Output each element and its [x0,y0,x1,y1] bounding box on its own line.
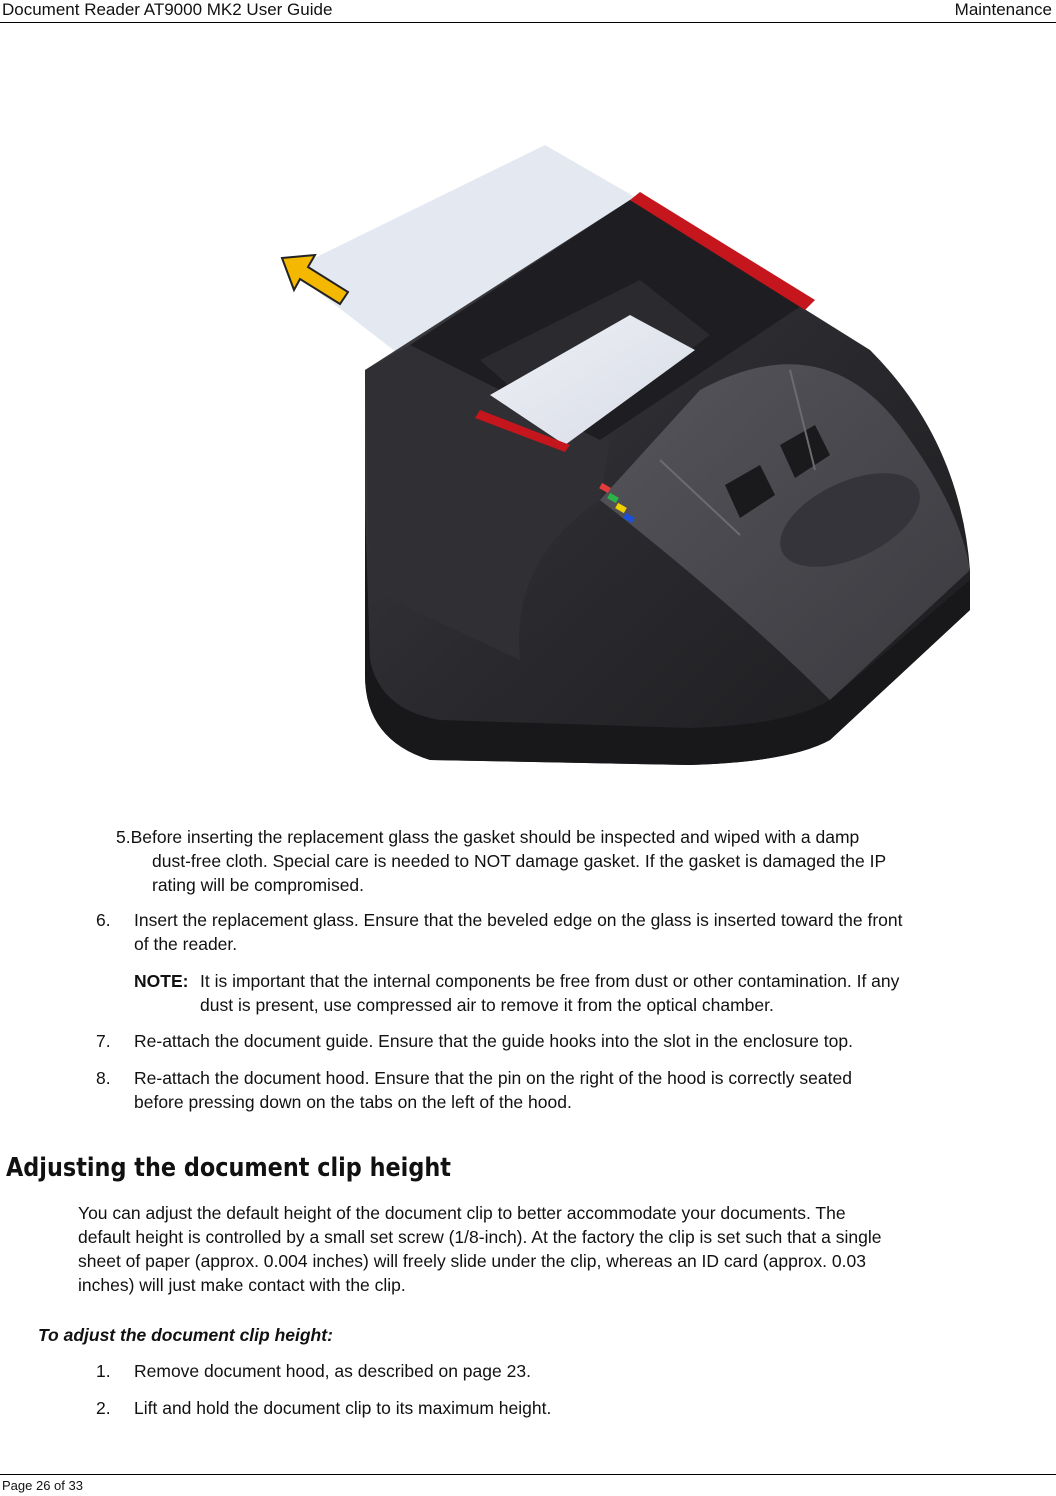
step-8-number: 8. [96,1068,111,1088]
step-8-line-2: before pressing down on the tabs on the left of the hood. [134,1092,572,1112]
page-header [0,0,1056,23]
document-reader-device-illustration [270,140,990,780]
paragraph-line-4: inches) will just make contact with the clip. [78,1275,406,1295]
step-7-text: Re-attach the document guide. Ensure that the guide hooks into the slot in the enclosure top. [134,1031,853,1051]
paragraph-line-2: default height is controlled by a small set screw (1/8-inch). At the factory the clip is set such that a single [78,1227,882,1247]
header-title: Document Reader AT9000 MK2 User Guide [2,0,333,19]
paragraph-line-1: You can adjust the default height of the document clip to better accommodate your documents. The [78,1203,846,1223]
paragraph-line-3: sheet of paper (approx. 0.004 inches) will freely slide under the clip, whereas an ID card (approx. 0.03 [78,1251,866,1271]
step-text: Before inserting the replacement glass the gasket should be inspected and wiped with a damp [130,827,860,847]
step-2-number: 2. [96,1398,111,1418]
section-heading: Adjusting the document clip height [6,1153,451,1183]
note-label: NOTE: [134,971,189,991]
step-5-line-3: rating will be compromised. [152,875,365,895]
procedure-subheading: To adjust the document clip height: [38,1325,333,1345]
step-8-text: Re-attach the document hood. Ensure that the pin on the right of the hood is correctly seated [134,1068,852,1088]
page-footer [0,1474,1056,1493]
step-6-text: Insert the replacement glass. Ensure that the beveled edge on the glass is inserted toward the front [134,910,903,930]
step-number: 5. [116,827,131,847]
page-number: Page 26 of 33 [2,1478,83,1493]
step-5-line-2: dust-free cloth. Special care is needed to NOT damage gasket. If the gasket is damaged the IP [152,851,887,871]
note-text: It is important that the internal components be free from dust or other contamination. If any [200,971,900,991]
step-1-number: 1. [96,1361,111,1381]
note-text-line-2: dust is present, use compressed air to remove it from the optical chamber. [200,995,774,1015]
step-6-line-2: of the reader. [134,934,238,954]
step-5 [116,826,859,848]
step-2-text: Lift and hold the document clip to its maximum height. [134,1398,552,1418]
header-section: Maintenance [954,0,1052,19]
step-1-text: Remove document hood, as described on page 23. [134,1361,531,1381]
step-6-number: 6. [96,910,111,930]
step-7-number: 7. [96,1031,111,1051]
